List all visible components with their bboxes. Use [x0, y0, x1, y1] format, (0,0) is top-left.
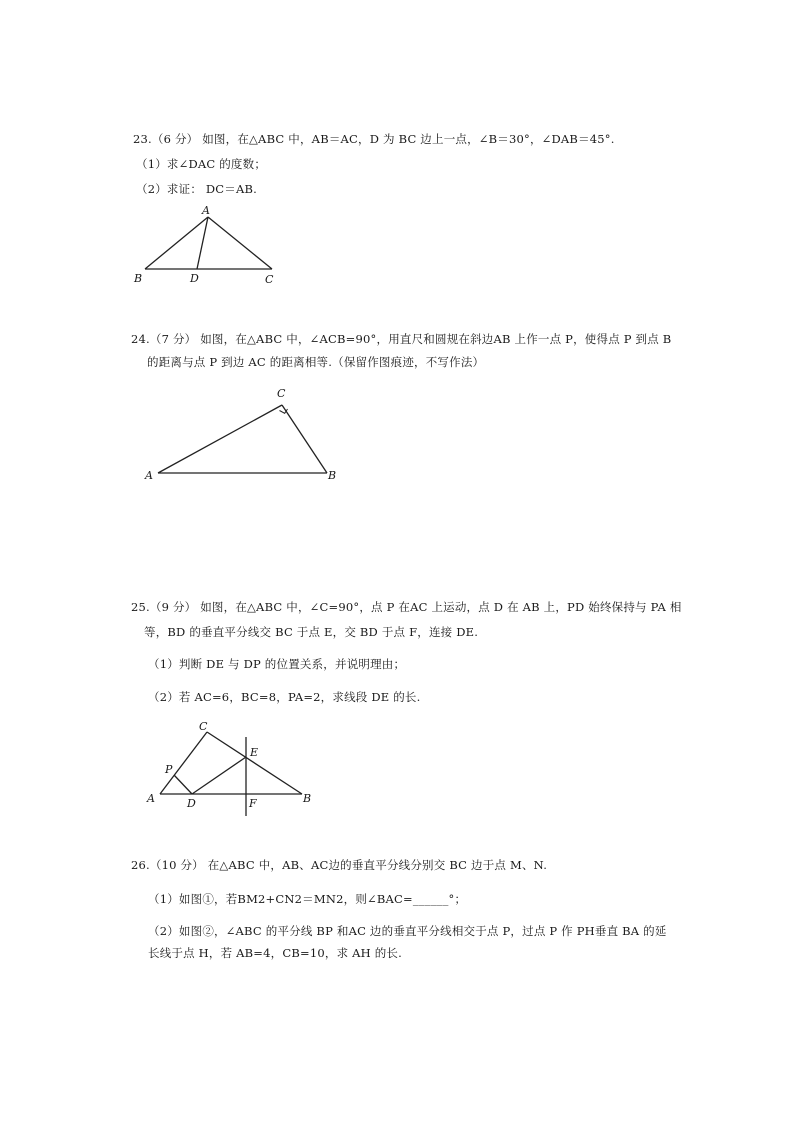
q23-label-d: D [190, 272, 199, 285]
q25-label-a: A [147, 792, 155, 805]
q25-segment-pd [174, 775, 192, 794]
q25-label-d: D [187, 797, 196, 810]
q23-label-c: C [265, 273, 274, 286]
q25-stem: 25.（9 分） 如图，在△ABC 中，∠C=90°，点 P 在AC 上运动，点 D 在 AB 上，PD 始终保持与 PA 相 [131, 600, 682, 614]
q23-label-a: A [202, 204, 210, 217]
q24-figure [140, 380, 350, 494]
q25-part2: （2）若 AC=6，BC=8，PA=2，求线段 DE 的长. [148, 690, 421, 704]
q25-stem-cont: 等，BD 的垂直平分线交 BC 于点 E，交 BD 于点 F，连接 DE. [144, 625, 479, 639]
q23-segment-ac [208, 217, 272, 269]
q25-label-p: P [165, 763, 173, 776]
q23-part2: （2）求证： DC＝AB. [136, 182, 258, 196]
q25-figure [140, 712, 330, 831]
q25-label-c: C [199, 720, 208, 733]
q24-label-b: B [328, 469, 337, 482]
q25-label-b: B [303, 792, 312, 805]
q24-segment-cb [282, 405, 327, 473]
q23-label-b: B [134, 272, 143, 285]
q25-segment-de [192, 757, 246, 794]
q24-label-c: C [277, 387, 286, 400]
q25-label-e: E [250, 746, 259, 759]
q24-stem: 24.（7 分） 如图，在△ABC 中，∠ACB=90°，用直尺和圆规在斜边AB 上作一点 P，使得点 P 到点 B [131, 332, 672, 346]
q26-part2-cont: 长线于点 H，若 AB=4，CB=10，求 AH 的长. [148, 946, 402, 960]
q23-part1: （1）求∠DAC 的度数； [136, 157, 267, 171]
q23-figure [128, 200, 298, 294]
q24-label-a: A [145, 469, 153, 482]
q23-stem: 23.（6 分） 如图，在△ABC 中，AB＝AC，D 为 BC 边上一点，∠B＝30°，∠DAB＝45°. [133, 132, 615, 146]
q26-stem: 26.（10 分） 在△ABC 中，AB、AC边的垂直平分线分别交 BC 边于点 M、N. [131, 858, 548, 872]
q25-segment-cb [207, 732, 302, 794]
q25-label-f: F [249, 797, 257, 810]
q26-part2: （2）如图②，∠ABC 的平分线 BP 和AC 边的垂直平分线相交于点 P，过点 P 作 PH垂直 BA 的延 [148, 924, 667, 938]
q25-part1: （1）判断 DE 与 DP 的位置关系，并说明理由； [148, 657, 406, 671]
q24-stem-cont: 的距离与点 P 到边 AC 的距离相等.（保留作图痕迹，不写作法） [147, 355, 485, 369]
q26-part1: （1）如图①，若BM2+CN2＝MN2，则∠BAC=______°； [148, 892, 467, 906]
q24-segment-ac [158, 405, 282, 473]
